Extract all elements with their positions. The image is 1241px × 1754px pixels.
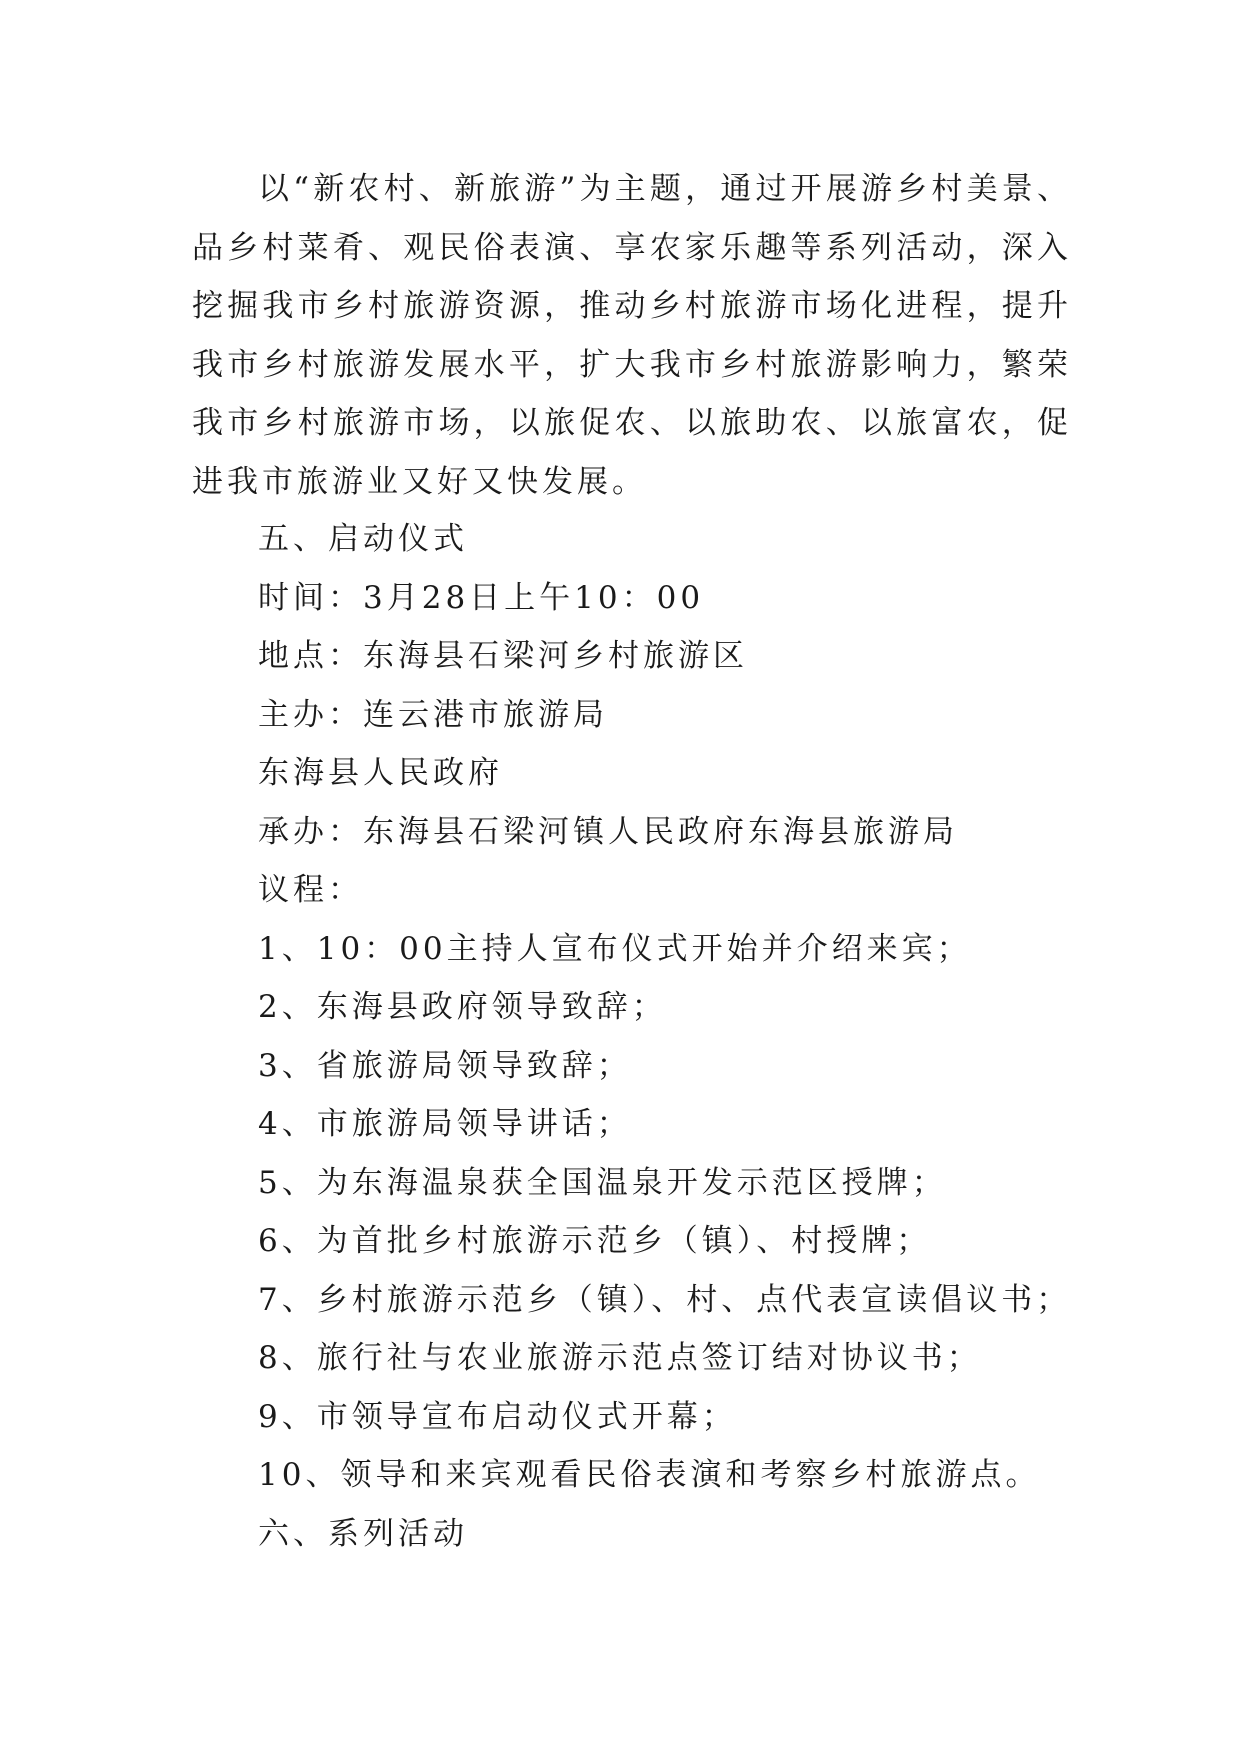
agenda-item: 4、市旅游局领导讲话； [258, 1106, 632, 1142]
agenda-item: 7、乡村旅游示范乡（镇）、村、点代表宣读倡议书； [258, 1281, 1072, 1318]
agenda-item: 1、10：00主持人宣布仪式开始并介绍来宾； [258, 930, 972, 967]
ceremony-organizer: 承办：东海县石梁河镇人民政府东海县旅游局 [258, 813, 958, 850]
agenda-item: 3、省旅游局领导致辞； [258, 1047, 632, 1084]
agenda-label: 议程： [258, 872, 363, 908]
body-lines [258, 510, 1158, 1563]
agenda-item: 2、东海县政府领导致辞； [258, 989, 667, 1025]
ceremony-location: 地点：东海县石梁河乡村旅游区 [258, 638, 748, 674]
agenda-item: 10、领导和来宾观看民俗表演和考察乡村旅游点。 [258, 1457, 1041, 1493]
intro-paragraph: 以“新农村、新旅游”为主题，通过开展游乡村美景、品乡村菜肴、观民俗表演、享农家乐趣等系列活动，深入挖掘我市乡村旅游资源，推动乡村旅游市场化进程，提升我市乡村旅游发展水平，扩大我市乡村旅游影响力，繁荣我市乡村旅游市场，以旅促农、以旅助农、以旅富农，促进我市旅游业又好又快发展。 [192, 171, 1072, 500]
agenda-item: 9、市领导宣布启动仪式开幕； [258, 1398, 737, 1435]
agenda-item: 8、旅行社与农业旅游示范点签订结对协议书； [258, 1340, 982, 1376]
ceremony-host: 主办：连云港市旅游局 [258, 696, 608, 733]
agenda-item: 5、为东海温泉获全国温泉开发示范区授牌； [258, 1164, 947, 1201]
section6-heading: 六、系列活动 [258, 1515, 468, 1552]
ceremony-time: 时间：3月28日上午10：00 [258, 579, 705, 616]
ceremony-cohost: 东海县人民政府 [258, 755, 503, 791]
section5-heading: 五、启动仪式 [258, 521, 468, 557]
agenda-item: 6、为首批乡村旅游示范乡（镇）、村授牌； [258, 1223, 932, 1259]
